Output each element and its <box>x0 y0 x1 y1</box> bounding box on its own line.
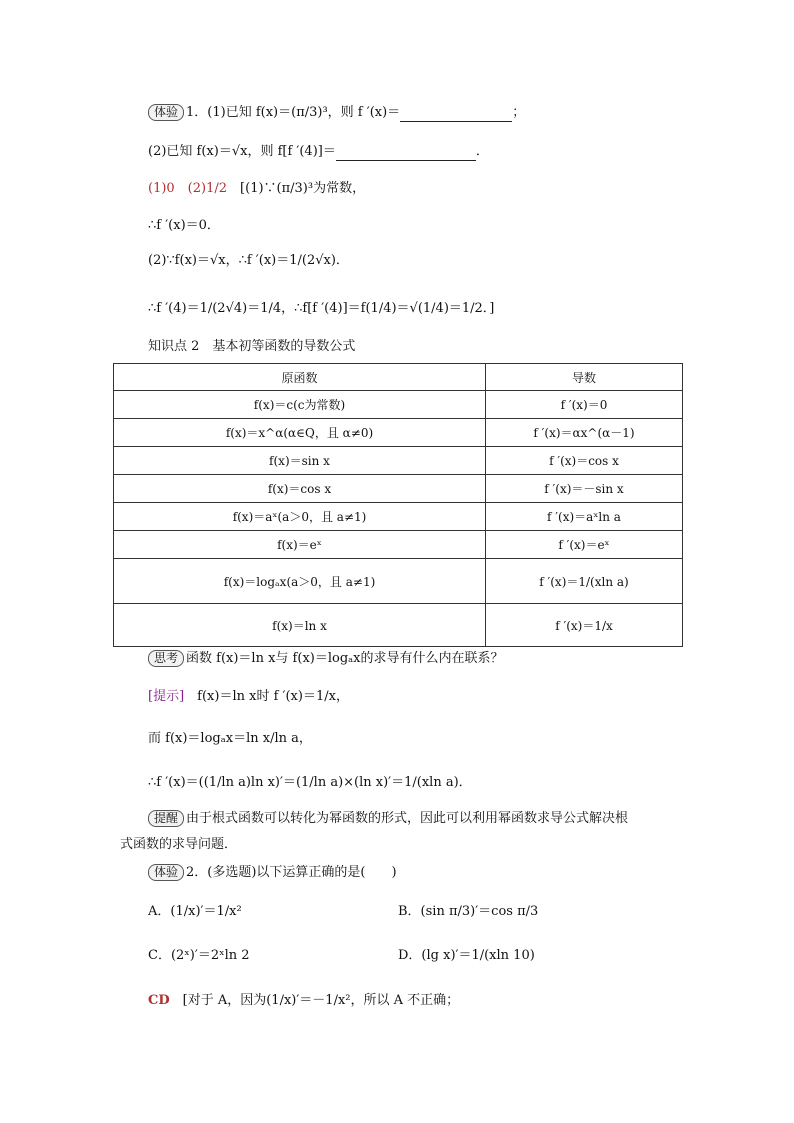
function-cell: f(x)＝sin x <box>114 447 486 475</box>
exercise-1-part2 <box>148 143 489 161</box>
line-end: ； <box>512 105 526 120</box>
answer-label: (1)0 (2)1/2 <box>148 181 228 196</box>
answer-blank <box>400 121 512 122</box>
line-end: ． <box>475 144 489 159</box>
option-d: D．(lg x)′＝1/(xln 10) <box>398 948 535 963</box>
exercise-tag: 体验 <box>148 104 184 121</box>
derivative-cell: f ′(x)＝eˣ <box>486 531 683 559</box>
table-row <box>114 447 683 475</box>
derivative-table <box>113 363 683 647</box>
table-row <box>114 475 683 503</box>
exercise-2-answer <box>148 992 459 1010</box>
answer-text: [(1)∵(π/3)³为常数， <box>240 181 366 196</box>
hint-text: f(x)＝ln x时 f ′(x)＝1/x， <box>197 689 349 704</box>
hint-line-2: 而 f(x)＝logₐx＝ln x/ln a， <box>148 731 312 746</box>
section-title: 知识点 2 基本初等函数的导数公式 <box>148 339 356 354</box>
table-row <box>114 604 683 647</box>
exercise-1-line2: (2)已知 f(x)＝√x，则 f[f ′(4)]＝ <box>148 144 336 159</box>
exercise-1-answer <box>148 180 365 198</box>
remind-line-1 <box>148 810 628 828</box>
remind-text: 由于根式函数可以转化为幂函数的形式，因此可以利用幂函数求导公式解决根 <box>186 811 629 826</box>
derivative-cell: f ′(x)＝aˣln a <box>486 503 683 531</box>
solution-step-2: (2)∵f(x)＝√x，∴f ′(x)＝1/(2√x)． <box>148 253 349 268</box>
exercise-1-question <box>148 104 525 122</box>
answer-blank <box>336 160 476 161</box>
answer-text: [对于 A，因为(1/x)′＝－1/x²，所以 A 不正确； <box>182 993 460 1008</box>
function-cell: f(x)＝logₐx(a＞0，且 a≠1) <box>114 559 486 604</box>
derivative-cell: f ′(x)＝0 <box>486 391 683 419</box>
table-row <box>114 391 683 419</box>
function-cell: f(x)＝eˣ <box>114 531 486 559</box>
function-cell: f(x)＝aˣ(a＞0，且 a≠1) <box>114 503 486 531</box>
function-cell: f(x)＝cos x <box>114 475 486 503</box>
think-question-text: 函数 f(x)＝ln x与 f(x)＝logₐx的求导有什么内在联系？ <box>186 651 504 666</box>
derivative-cell: f ′(x)＝cos x <box>486 447 683 475</box>
table-header-row <box>114 364 683 391</box>
function-cell: f(x)＝c(c为常数) <box>114 391 486 419</box>
remind-line-2: 式函数的求导问题． <box>120 837 238 852</box>
hint-line-3: ∴f ′(x)＝((1/ln a)ln x)′＝(1/ln a)×(ln x)′＝1/(xln a)． <box>148 775 472 790</box>
header-derivative: 导数 <box>486 364 683 391</box>
option-a: A．(1/x)′＝1/x² <box>148 904 242 919</box>
think-tag: 思考 <box>148 650 184 667</box>
remind-tag: 提醒 <box>148 810 184 827</box>
exercise-2-text: 2．(多选题)以下运算正确的是( ) <box>186 865 397 880</box>
hint-label: [提示] <box>148 689 185 704</box>
header-original-function: 原函数 <box>114 364 486 391</box>
exercise-tag: 体验 <box>148 864 184 881</box>
option-b: B．(sin π/3)′＝cos π/3 <box>398 904 539 919</box>
table-row <box>114 503 683 531</box>
function-cell: f(x)＝x^α(α∈Q，且 α≠0) <box>114 419 486 447</box>
think-question <box>148 650 504 668</box>
derivative-cell: f ′(x)＝1/(xln a) <box>486 559 683 604</box>
hint-line-1 <box>148 688 349 706</box>
function-cell: f(x)＝ln x <box>114 604 486 647</box>
exercise-1-line1: 1．(1)已知 f(x)＝(π/3)³，则 f ′(x)＝ <box>186 105 401 120</box>
derivative-cell: f ′(x)＝－sin x <box>486 475 683 503</box>
table-row <box>114 419 683 447</box>
exercise-2-question <box>148 864 397 882</box>
option-c: C．(2ˣ)′＝2ˣln 2 <box>148 948 250 963</box>
answer-label: CD <box>148 993 170 1008</box>
solution-step-1: ∴f ′(x)＝0． <box>148 218 220 233</box>
table-row <box>114 559 683 604</box>
derivative-cell: f ′(x)＝1/x <box>486 604 683 647</box>
table-row <box>114 531 683 559</box>
solution-step-3: ∴f ′(4)＝1/(2√4)＝1/4，∴f[f ′(4)]＝f(1/4)＝√(1/4)＝1/2．] <box>148 301 495 316</box>
derivative-cell: f ′(x)＝αx^(α－1) <box>486 419 683 447</box>
